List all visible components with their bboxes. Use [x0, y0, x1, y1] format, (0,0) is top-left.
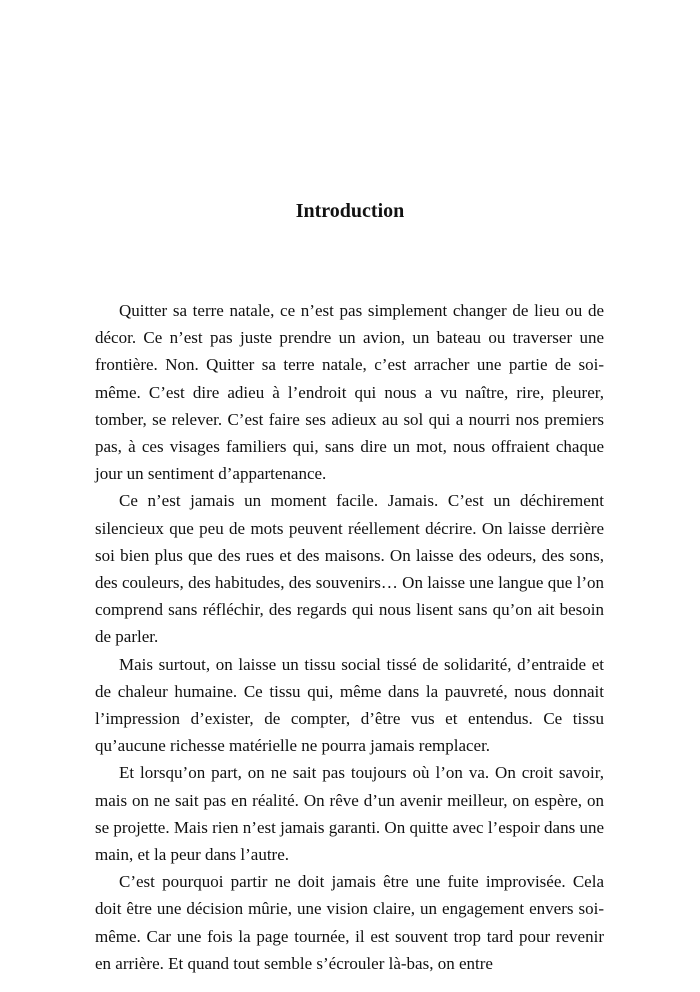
paragraph-2: Ce n’est jamais un moment facile. Jamais. C’est un déchirement silencieux que peu de mots peuvent réellement décrire. On laisse derrière soi bien plus que des rues et des maisons. On laisse des odeurs, des sons, des couleurs, des habitudes, des souvenirs… On laisse une langue que l’on comprend sans réfléchir, des regards qui nous lisent sans qu’on ait besoin de parler.: [95, 491, 604, 647]
paragraph-1: Quitter sa terre natale, ce n’est pas simplement changer de lieu ou de décor. Ce n’est pas juste prendre un avion, un bateau ou traverser une frontière. Non. Quitter sa terre natale, c’est arracher une partie de soi-même. C’est dire adieu à l’endroit qui nous a vu naître, rire, pleurer, tomber, se relever. C’est faire ses adieux au sol qui a nourri nos premiers pas, à ces visages familiers qui, sans dire un mot, nous offraient chaque jour un sentiment d’appartenance.: [95, 301, 604, 484]
body-text: [95, 297, 604, 977]
paragraph-5: C’est pourquoi partir ne doit jamais être une fuite improvisée. Cela doit être une décision mûrie, une vision claire, un engagement envers soi-même. Car une fois la page tournée, il est souvent trop tard pour revenir en arrière. Et quand tout semble s’écrouler là-bas, on entre: [95, 872, 604, 973]
paragraph-3: Mais surtout, on laisse un tissu social tissé de solidarité, d’entraide et de chaleur humaine. Ce tissu qui, même dans la pauvreté, nous donnait l’impression d’exister, de compter, d’être vus et entendus. Ce tissu qu’aucune richesse matérielle ne pourra jamais remplacer.: [95, 654, 604, 756]
paragraph-4: Et lorsqu’on part, on ne sait pas toujours où l’on va. On croit savoir, mais on ne sait pas en réalité. On rêve d’un avenir meilleur, on espère, on se projette. Mais rien n’est jamais garanti. On quitte avec l’espoir dans une main, et la peur dans l’autre.: [95, 763, 604, 865]
chapter-title: Introduction: [295, 200, 405, 222]
